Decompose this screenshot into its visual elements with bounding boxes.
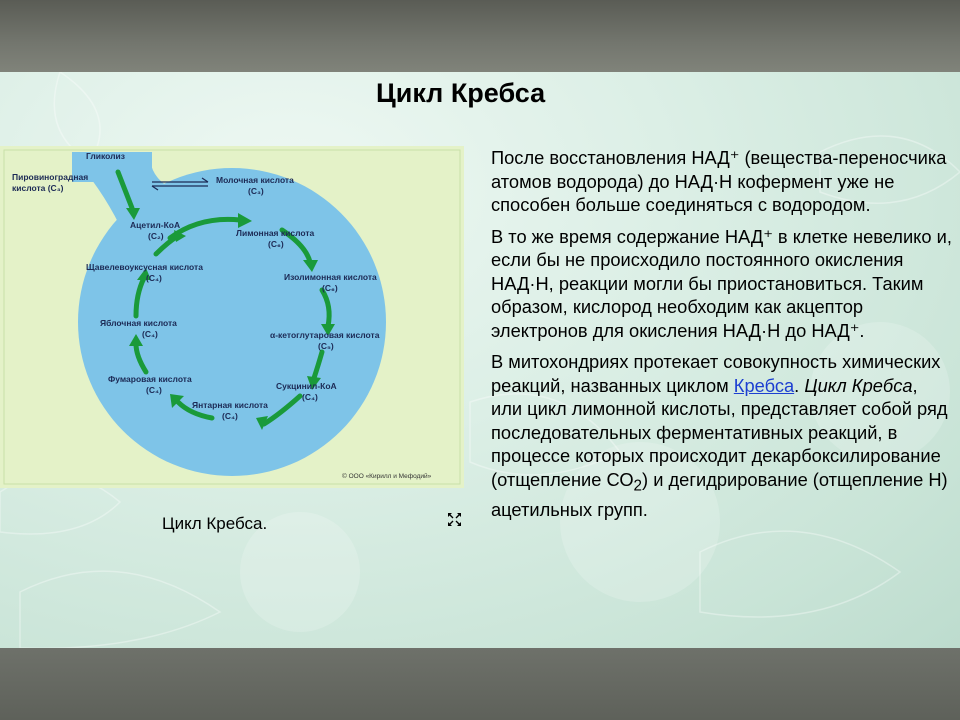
p3-before: В митохондриях протекает совокупность химических реакций, названных циклом	[491, 351, 941, 396]
label-succinylcoa-c: (C₄)	[302, 392, 318, 402]
label-acetyl-c: (C₂)	[148, 231, 164, 241]
slide-title: Цикл Кребса	[376, 78, 546, 108]
diagram-caption: Цикл Кребса.	[162, 514, 268, 533]
expand-arrows-icon[interactable]	[448, 513, 461, 526]
label-oxaloacetic-c: (C₄)	[146, 273, 162, 283]
label-fumaric-c: (C₄)	[146, 385, 162, 395]
top-bar	[0, 0, 960, 72]
bottom-bar	[0, 648, 960, 720]
label-malic: Яблочная кислота	[100, 318, 177, 328]
label-ketoglutaric: α-кетоглутаровая кислота	[270, 330, 380, 340]
paragraph-3	[491, 350, 953, 521]
label-acetyl: Ацетил-КоА	[130, 220, 181, 230]
text-column	[491, 146, 953, 529]
label-succinic: Янтарная кислота	[192, 400, 268, 410]
label-lactic-c: (C₃)	[248, 186, 264, 196]
label-lactic: Молочная кислота	[216, 175, 294, 185]
paragraph-2: В то же время содержание НАД⁺ в клетке невелико и, если бы не происходило постоянного окисления НАД·Н, реакции могли бы приостановиться. Таким образом, кислород необходим как акцептор электронов для окисления НАД·Н до НАД⁺.	[491, 225, 952, 341]
krebs-cycle-svg	[0, 146, 464, 488]
label-pyruvic-2: кислота (C₃)	[12, 183, 64, 193]
paragraph-1: После восстановления НАД⁺ (вещества-переносчика атомов водорода) до НАД·Н кофермент уже не способен больше соединяться с водородом.	[491, 147, 947, 215]
p3-italic: Цикл Кребса	[804, 374, 913, 396]
label-ketoglutaric-c: (C₅)	[318, 341, 334, 351]
label-malic-c: (C₄)	[142, 329, 158, 339]
label-isocitric: Изолимонная кислота	[284, 272, 377, 282]
label-isocitric-c: (C₆)	[322, 283, 338, 293]
p3-sub: 2	[633, 477, 643, 495]
krebs-cycle-diagram	[0, 146, 464, 488]
label-oxaloacetic: Щавелевоуксусная кислота	[86, 262, 203, 272]
label-succinic-c: (C₄)	[222, 411, 238, 421]
p3-after: , или цикл лимонной кислоты, представляет собой ряд последовательных ферментативных реакций, в процессе которых происходит декарбоксилирование (отщепление СО	[491, 374, 948, 490]
label-citric-c: (C₆)	[268, 239, 284, 249]
p3-end: ) и дегидрирование (отщепление Н) ацетильных групп.	[491, 468, 948, 520]
label-glycolysis: Гликолиз	[86, 151, 125, 161]
slide	[0, 72, 960, 648]
label-citric: Лимонная кислота	[236, 228, 315, 238]
copyright-text: © ООО «Кирилл и Мефодий»	[342, 473, 432, 480]
label-succinylcoa: Сукцинил-КоА	[276, 381, 337, 391]
label-fumaric: Фумаровая кислота	[108, 374, 192, 384]
label-pyruvic: Пировиноградная	[12, 172, 89, 182]
p3-dot: .	[794, 374, 805, 396]
krebs-link[interactable]: Кребса	[733, 374, 795, 396]
